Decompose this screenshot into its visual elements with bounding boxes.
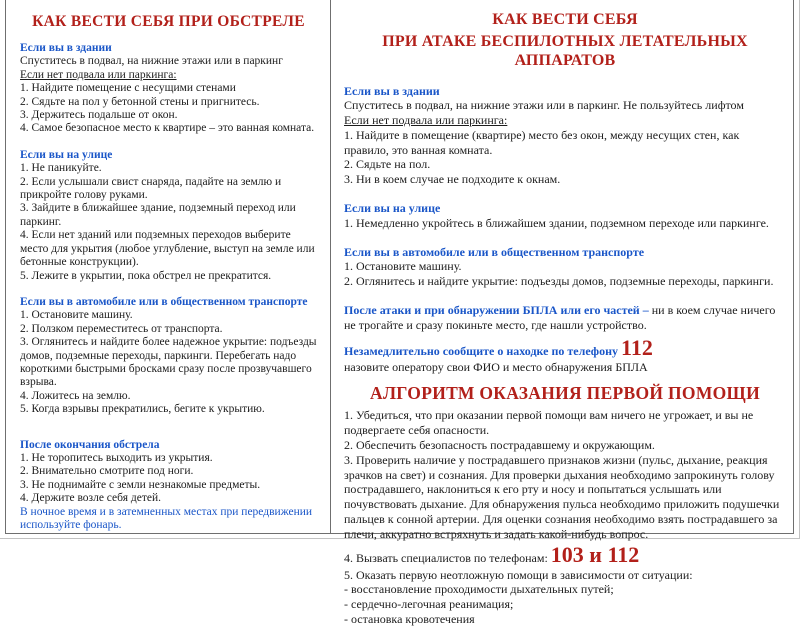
page-shelling bbox=[6, 0, 331, 533]
report-heading: Незамедлительно сообщите о находке по телефону bbox=[344, 343, 622, 358]
first-aid-step: 1. Убедиться, что при оказании первой помощи вам ничего не угрожает, и вы не подвергаете себя опасности. bbox=[344, 408, 754, 438]
instruction-line: 1. Найдите в помещение (квартире) место без окон, между несущих стен, как правило, это ванная комната. bbox=[344, 127, 740, 157]
section-after-shelling bbox=[20, 439, 317, 533]
instruction-line: 5. Лежите в укрытии, пока обстрел не прекратится. bbox=[20, 269, 272, 282]
first-aid-sub-item: - остановка кровотечения bbox=[344, 612, 475, 627]
section-building bbox=[20, 42, 317, 136]
emergency-numbers-103-112: 103 и 112 bbox=[550, 541, 640, 567]
instruction-line: Спуститесь в подвал, на нижние этажи или в паркинг. Не пользуйтесь лифтом bbox=[344, 98, 744, 113]
section-heading: Если вы в автомобиле или в общественном транспорте bbox=[344, 244, 645, 259]
instruction-line: 2. Если услышали свист снаряда, падайте на землю и прикройте голову руками. bbox=[20, 175, 282, 202]
section-heading: Если вы на улице bbox=[20, 148, 113, 161]
instruction-line: 4. Держите возле себя детей. bbox=[20, 492, 161, 505]
section-heading: После окончания обстрела bbox=[20, 438, 160, 451]
first-aid-step: 3. Проверить наличие у пострадавшего признаков жизни (пульс, дыхание, реакция зрачков на свет) и сознания. Для проверки дыхания необходимо запрокинуть голову пострадавшего, наклониться к его рту и носу и попытаться услышать или почувствовать дыхание. Для обнаружения пульса необходимо приложить подушечки пальцев к сонной артерии. Для оценки сознания необходимо взять пострадавшего за плечи, аккуратно встряхнуть и задать какой-нибудь вопрос. bbox=[344, 452, 780, 541]
instruction-line: 2. Сядьте на пол. bbox=[344, 157, 431, 172]
instruction-line: 5. Когда взрывы прекратились, бегите к укрытию. bbox=[20, 403, 265, 416]
section-street bbox=[344, 201, 786, 231]
instruction-line: 1. Не торопитесь выходить из укрытия. bbox=[20, 451, 213, 464]
instruction-line: 2. Оглянитесь и найдите укрытие: подъезды домов, подземные переходы, паркинги. bbox=[344, 274, 774, 289]
first-aid-call-step bbox=[344, 541, 786, 567]
instruction-line: 3. Зайдите в ближайшее здание, подземный переход или паркинг. bbox=[20, 202, 296, 228]
section-discovery bbox=[344, 303, 786, 333]
call-prefix: 4. Вызвать специалистов по телефонам: bbox=[344, 550, 551, 565]
first-aid-title: АЛГОРИТМ ОКАЗАНИЯ ПЕРВОЙ ПОМОЩИ bbox=[370, 383, 760, 404]
leaflet bbox=[5, 0, 794, 627]
instruction-line: Спуститесь в подвал, на нижние этажи или в паркинг bbox=[20, 55, 283, 68]
instruction-line: 4. Ложитесь на землю. bbox=[20, 389, 131, 402]
section-heading: Если вы в автомобиле или в общественном транспорте bbox=[20, 295, 308, 308]
section-heading: Если вы в здании bbox=[344, 83, 440, 98]
section-vehicle bbox=[344, 245, 786, 289]
instruction-line: 3. Держитесь подальше от окон. bbox=[20, 109, 178, 122]
instruction-line: 1. Немедленно укройтесь в ближайшем здании, подземном переходе или паркинге. bbox=[344, 215, 769, 230]
section-heading: Если вы в здании bbox=[20, 42, 112, 54]
first-aid-step: 5. Оказать первую неотложную помощи в зависимости от ситуации: bbox=[344, 567, 693, 582]
instruction-line: 1. Остановите машину. bbox=[344, 259, 462, 274]
page-title-uav-line2: ПРИ АТАКЕ БЕСПИЛОТНЫХ ЛЕТАТЕЛЬНЫХ АППАРАТОВ bbox=[382, 32, 748, 69]
emergency-number-112: 112 bbox=[621, 334, 653, 360]
night-note: В ночное время и в затемненных местах при передвижении используйте фонарь. bbox=[20, 505, 313, 531]
instruction-line: 3. Ни в коем случае не подходите к окнам. bbox=[344, 172, 561, 187]
instruction-line-underlined: Если нет подвала или паркинга: bbox=[20, 68, 177, 81]
instruction-line: 4. Если нет зданий или подземных переходов выберите место для укрытия (любое углубление, выступ на земле или бетонные конструкции). bbox=[20, 229, 315, 269]
discovery-text: ни в коем случае ничего не трогайте и сразу покиньте место, где нашли устройство. bbox=[344, 303, 776, 332]
page-title-uav-line1: КАК ВЕСТИ СЕБЯ bbox=[492, 11, 638, 28]
instruction-line: 1. Не паникуйте. bbox=[20, 162, 102, 175]
instruction-line: 3. Не поднимайте с земли незнакомые предметы. bbox=[20, 478, 261, 491]
section-heading: Если вы на улице bbox=[344, 201, 441, 216]
section-street bbox=[20, 149, 317, 283]
instruction-line: 1. Остановите машину. bbox=[20, 309, 133, 322]
instruction-line: 3. Оглянитесь и найдите более надежное укрытие: подъезды домов, подземные переходы, паркинги. Перебегать надо короткими быстрыми бросками сразу после прозвучавшего взрыва. bbox=[20, 336, 317, 389]
instruction-line: 2. Внимательно смотрите под ноги. bbox=[20, 465, 194, 478]
section-building bbox=[344, 84, 786, 188]
first-aid-sub-item: - восстановление проходимости дыхательных путей; bbox=[344, 582, 614, 597]
first-aid-step: 2. Обеспечить безопасность пострадавшему и окружающим. bbox=[344, 438, 655, 453]
first-aid-sub-item: - сердечно-легочная реанимация; bbox=[344, 597, 514, 612]
instruction-line-underlined: Если нет подвала или паркинга: bbox=[344, 113, 508, 128]
discovery-heading: После атаки и при обнаружении БПЛА или его частей – bbox=[344, 303, 652, 318]
report-line bbox=[344, 334, 786, 360]
instruction-line: 2. Сядьте на пол у бетонной стены и пригнитесь. bbox=[20, 95, 260, 108]
section-vehicle bbox=[20, 296, 317, 417]
page-title-shelling: КАК ВЕСТИ СЕБЯ ПРИ ОБСТРЕЛЕ bbox=[32, 13, 305, 30]
page-uav bbox=[331, 0, 793, 627]
instruction-line: 4. Самое безопасное место к квартире – это ванная комната. bbox=[20, 122, 315, 135]
report-note: назовите оператору свои ФИО и место обнаружения БПЛА bbox=[344, 359, 648, 374]
instruction-line: 2. Ползком переместитесь от транспорта. bbox=[20, 322, 223, 335]
instruction-line: 1. Найдите помещение с несущими стенами bbox=[20, 82, 236, 95]
